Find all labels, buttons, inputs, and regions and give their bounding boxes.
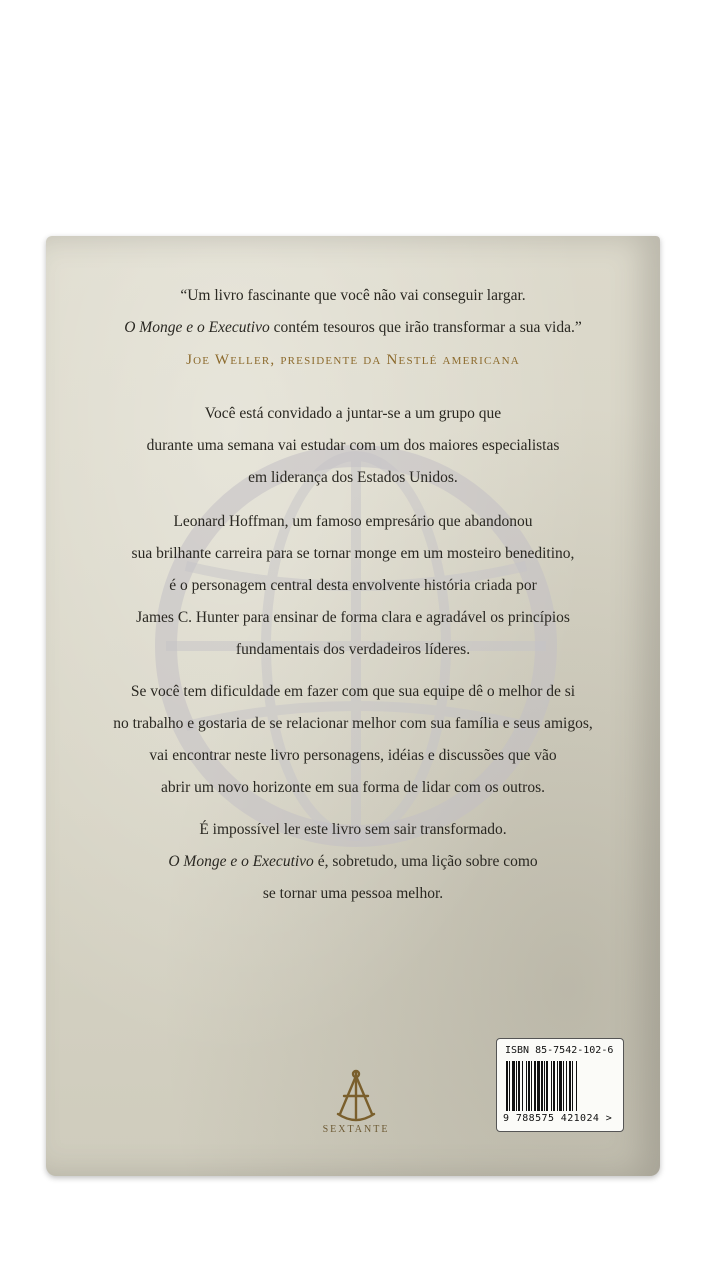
paragraph-line: vai encontrar neste livro personagens, idéias e discussões que vão [149,747,557,764]
paragraph-line: se tornar uma pessoa melhor. [262,885,444,902]
paragraph-line: sua brilhante carreira para se tornar monge em um mosteiro beneditino, [131,545,575,562]
paragraph-line: Se você tem dificuldade em fazer com que sua equipe dê o melhor de si [130,683,576,700]
quote-attribution: Joe Weller, presidente da Nestlé americana [186,352,520,368]
paragraph-protagonist [46,506,660,666]
paragraph-line: em liderança dos Estados Unidos. [248,469,458,486]
paragraph-line [46,846,660,878]
paragraph-conclusion [46,814,660,910]
paragraph-line: durante uma semana vai estudar com um dos maiores especialistas [146,437,560,454]
paragraph-line-rest: é, sobretudo, uma lição sobre como [313,853,538,870]
book-title-italic: O Monge e o Executivo [168,853,314,870]
quote-line-2 [46,312,660,344]
ean-number: 9 788575 421024 > [503,1113,613,1124]
paragraph-line: Você está convidado a juntar-se a um grupo que [204,405,502,422]
quote-line-2-rest: contém tesouros que irão transformar a sua vida.” [269,319,582,336]
paragraph-line: James C. Hunter para ensinar de forma clara e agradável os princípios [136,609,570,626]
sextant-logo-icon [332,1068,380,1126]
paragraph-line: abrir um novo horizonte em sua forma de lidar com os outros. [161,779,545,796]
isbn-number: ISBN 85-7542-102-6 [505,1045,614,1056]
book-back-cover [46,236,660,1176]
endorsement-quote [46,280,660,376]
barcode-label [496,1038,624,1132]
paragraph-line: no trabalho e gostaria de se relacionar melhor com sua família e seus amigos, [113,715,593,732]
book-title-italic: O Monge e o Executivo [124,319,270,336]
paragraph-line: fundamentais dos verdadeiros líderes. [235,641,471,658]
barcode-bars [505,1061,617,1111]
paragraph-line: É impossível ler este livro sem sair transformado. [199,821,507,838]
paragraph-benefits [46,676,660,804]
paragraph-line: é o personagem central desta envolvente história criada por [169,577,537,594]
paragraph-line: Leonard Hoffman, um famoso empresário que abandonou [173,513,533,530]
publisher-name: SEXTANTE [322,1124,390,1135]
quote-line-1: “Um livro fascinante que você não vai conseguir largar. [180,287,526,304]
paragraph-invitation [46,398,660,494]
